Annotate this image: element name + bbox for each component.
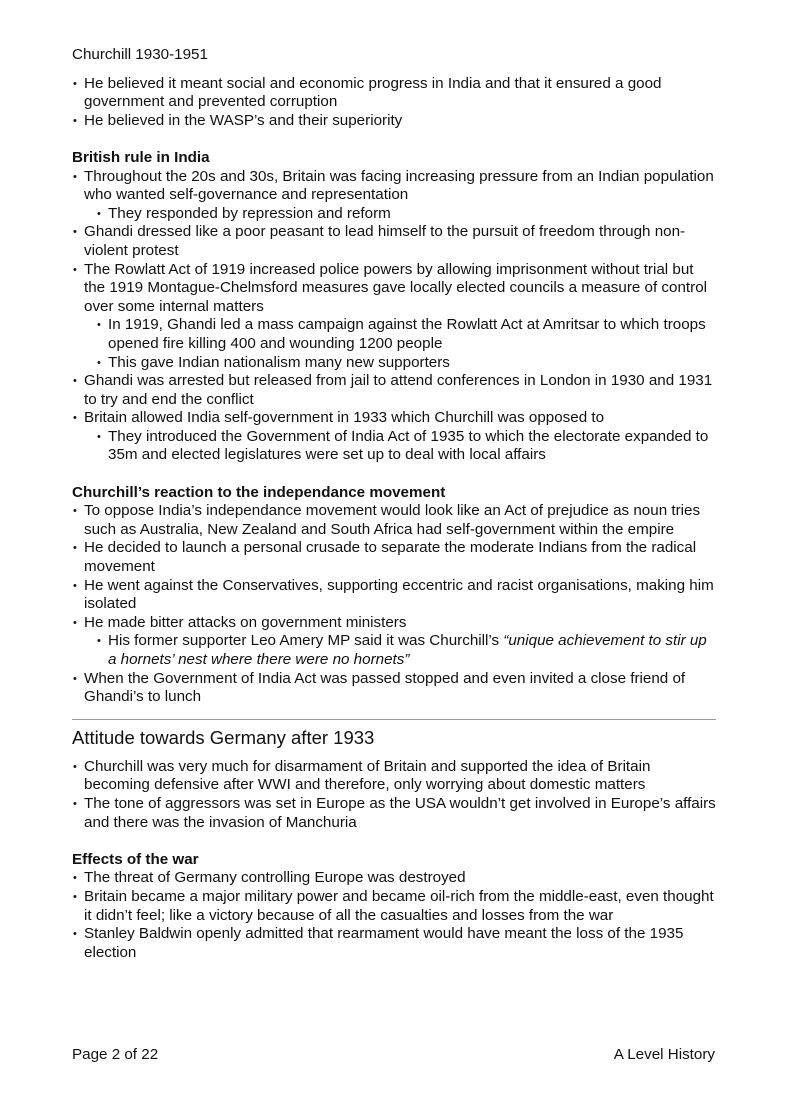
list-item: • Britain became a major military power and became oil-rich from the middle-east, even thought it didn’t feel; like a victory because of all the casualties and losses from the war — [72, 888, 716, 925]
document-page — [72, 46, 716, 962]
list-item: • Churchill was very much for disarmament of Britain and supported the idea of Britain becoming defensive after WWI and therefore, only worrying about domestic matters — [72, 758, 716, 795]
section-heading-reaction: Churchill’s reaction to the independance movement — [72, 483, 446, 501]
list-item: • He believed in the WASP’s and their superiority — [72, 112, 716, 131]
list-item: • To oppose India’s independance movement would look like an Act of prejudice as noun tries such as Australia, New Zealand and South Africa had self-government within the empire — [72, 502, 716, 539]
section-title-germany: Attitude towards Germany after 1933 — [72, 726, 375, 748]
list-item: • He made bitter attacks on government ministers — [72, 614, 716, 633]
reaction-list — [72, 502, 716, 707]
list-item: • He decided to launch a personal crusade to separate the moderate Indians from the radical movement — [72, 539, 716, 576]
list-item: • Ghandi dressed like a poor peasant to lead himself to the pursuit of freedom through non-violent protest — [72, 223, 716, 260]
list-item: • Britain allowed India self-government in 1933 which Churchill was opposed to — [72, 409, 716, 428]
section-divider — [72, 719, 716, 720]
list-item: • Stanley Baldwin openly admitted that rearmament would have meant the loss of the 1935 election — [72, 925, 716, 962]
sub-list-item: • They responded by repression and reform — [72, 205, 716, 224]
sub-list-item — [72, 632, 716, 669]
footer-subject: A Level History — [613, 1046, 715, 1063]
list-item: • When the Government of India Act was passed stopped and even invited a close friend of Ghandi’s to lunch — [72, 670, 716, 707]
document-header: Churchill 1930-1951 — [72, 46, 208, 63]
sub-list-item: • In 1919, Ghandi led a mass campaign against the Rowlatt Act at Amritsar to which troops opened fire killing 400 and wounding 1200 people — [72, 316, 716, 353]
quote-lead: His former supporter Leo Amery MP said it was Churchill’s — [108, 632, 504, 650]
list-item: • He went against the Conservatives, supporting eccentric and racist organisations, making him isolated — [72, 577, 716, 614]
sub-list-item: • They introduced the Government of India Act of 1935 to which the electorate expanded to 35m and elected legislatures were set up to deal with local affairs — [72, 428, 716, 465]
effects-list — [72, 869, 716, 962]
list-item: • He believed it meant social and economic progress in India and that it ensured a good government and prevented corruption — [72, 75, 716, 112]
quote-text: “unique achievement to stir up a hornets’ nest where there were no hornets” — [108, 632, 707, 668]
list-item: • The threat of Germany controlling Europe was destroyed — [72, 869, 716, 888]
british-rule-list — [72, 168, 716, 466]
list-item: • Throughout the 20s and 30s, Britain was facing increasing pressure from an Indian population who wanted self-governance and representation — [72, 168, 716, 205]
list-item: • The Rowlatt Act of 1919 increased police powers by allowing imprisonment without trial but the 1919 Montague-Chelmsford measures gave locally elected councils a measure of control over some internal matters — [72, 261, 716, 317]
sub-list-item: • This gave Indian nationalism many new supporters — [72, 354, 716, 373]
page-number: Page 2 of 22 — [72, 1046, 159, 1063]
section-heading-effects: Effects of the war — [72, 850, 199, 868]
intro-list — [72, 75, 716, 131]
list-item: • The tone of aggressors was set in Europe as the USA wouldn’t get involved in Europe’s affairs and there was the invasion of Manchuria — [72, 795, 716, 832]
list-item: • Ghandi was arrested but released from jail to attend conferences in London in 1930 and 1931 to try and end the conflict — [72, 372, 716, 409]
germany-list — [72, 758, 716, 832]
section-heading-british-rule: British rule in India — [72, 148, 210, 166]
